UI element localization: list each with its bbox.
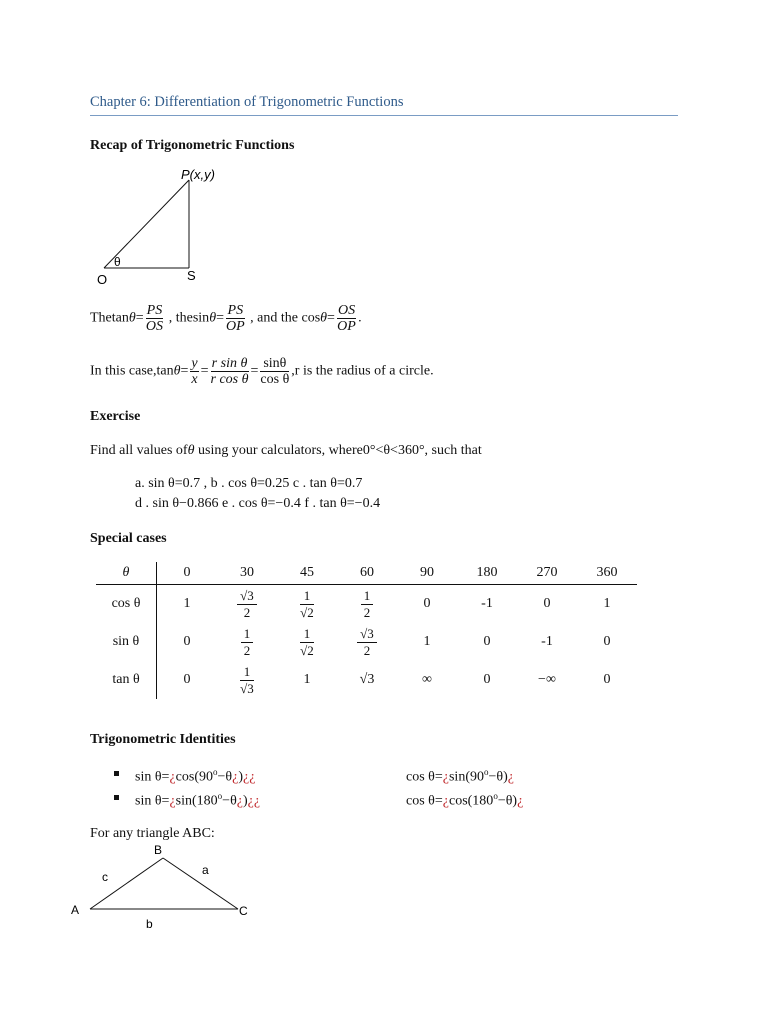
id-part: cos(90	[175, 769, 213, 785]
table-cell: 1	[303, 672, 311, 687]
table-cell: −∞	[538, 672, 556, 687]
id-mark: ¿	[517, 793, 524, 809]
cell-fraction: $\frac{1}{√3}$	[240, 663, 254, 696]
identity-3	[135, 791, 260, 810]
table-header-row	[96, 562, 637, 585]
eq-sign: =	[216, 310, 224, 326]
cos-word: cos	[301, 310, 321, 326]
frac-y-x	[190, 356, 198, 387]
table-row-label: sin θ	[96, 623, 157, 661]
table-row-label: tan θ	[96, 661, 157, 699]
eq-sign: =	[327, 310, 335, 326]
recap-heading: Recap of Trigonometric Functions	[90, 138, 295, 153]
cell-fraction: $\frac{1}{2}$	[241, 626, 254, 659]
table-header-cell: 180	[457, 562, 517, 585]
exercise-prompt	[90, 443, 482, 459]
table-cell: 1	[603, 596, 611, 611]
cell-fraction: $\frac{√3}{2}$	[357, 626, 377, 659]
id-mark: ¿	[249, 769, 256, 785]
side-a: a	[202, 863, 209, 877]
frac-den: x	[191, 372, 198, 387]
frac-os-op	[337, 303, 356, 334]
id-part: sin(90	[448, 769, 484, 785]
prompt-a: Find all values of	[90, 443, 188, 458]
special-heading: Special cases	[90, 531, 167, 546]
case-tail: ,r is the radius of a circle.	[291, 363, 434, 379]
id-mark: ¿	[243, 769, 250, 785]
table-cell: 1	[423, 634, 431, 649]
frac-num: sinθ	[260, 356, 289, 372]
comma-the: , the	[168, 310, 193, 326]
table-header-cell: θ	[96, 562, 157, 585]
degree-sup: o	[217, 791, 223, 801]
id-part: −θ	[217, 769, 233, 785]
label-theta: θ	[114, 255, 121, 269]
cell-fraction: $\frac{1}{2}$	[361, 588, 374, 621]
exercise-line-1: a. sin θ=0.7 , b . cos θ=0.25 c . tan θ=0.7	[135, 476, 363, 491]
special-cases-table	[96, 562, 637, 699]
right-triangle-figure	[90, 165, 230, 290]
id-mark: ¿	[253, 793, 261, 809]
tan-word: tan	[111, 310, 129, 326]
frac-num: r sin θ	[211, 356, 248, 371]
case-line: In this case,tanθ= $\frac{y}{x}$ = $\frac{\text{r sin θ}}{\text{r cos θ}}$ = $\frac{\sin\theta}{\text{cos θ}}$ ,r is the radius of a circle.	[90, 356, 434, 387]
table-cell	[337, 585, 397, 624]
label-s: S	[187, 268, 196, 283]
table-header-cell: 360	[577, 562, 637, 585]
degree-sup: o	[483, 767, 489, 777]
table-cell: 0	[603, 672, 611, 687]
degree-sup: o	[493, 791, 498, 801]
id-mark: ¿	[169, 793, 176, 809]
table-row	[96, 585, 637, 624]
tan-word: tan	[156, 363, 174, 379]
table-cell: 0	[183, 672, 191, 687]
label-p: P(x,y)	[181, 167, 215, 182]
frac-ps-os	[146, 303, 164, 334]
table-cell	[217, 623, 277, 661]
identities-heading: Trigonometric Identities	[90, 732, 236, 747]
table-header-cell: 90	[397, 562, 457, 585]
id-mark: ¿	[442, 793, 449, 809]
triangle-abc-figure	[66, 840, 266, 935]
cell-fraction: $\frac{√3}{2}$	[237, 588, 257, 621]
theta-sym: θ	[187, 443, 195, 458]
title-rule	[90, 115, 678, 116]
id-part: −θ)	[488, 769, 508, 785]
id-mark: ¿	[169, 769, 176, 785]
theta-sym: θ	[209, 310, 217, 326]
case-lead: In this case,	[90, 363, 157, 379]
frac-den: OP	[225, 319, 245, 334]
table-cell	[217, 585, 277, 624]
identity-1	[135, 767, 255, 786]
period: .	[358, 310, 362, 326]
table-cell	[277, 585, 337, 624]
id-part: sin θ=	[135, 769, 170, 785]
side-c: c	[102, 870, 108, 884]
the-text: The	[90, 310, 112, 326]
table-cell	[277, 623, 337, 661]
table-row-label: cos θ	[96, 585, 157, 624]
id-mark: ¿	[442, 769, 449, 785]
table-header-cell: 0	[157, 562, 218, 585]
frac-den: cos θ	[260, 372, 290, 387]
frac-rsin-rcos	[211, 356, 249, 387]
table-cell: 0	[543, 596, 551, 611]
table-cell: 0	[423, 596, 431, 611]
id-part: cos θ=	[406, 793, 443, 809]
id-part: −θ	[222, 793, 237, 809]
table-row	[96, 661, 637, 699]
theta-sym: θ	[128, 310, 136, 326]
id-part: )	[243, 793, 248, 809]
id-part: cos θ=	[406, 769, 443, 785]
prompt-c: , such that	[424, 443, 482, 458]
table-cell: ∞	[422, 672, 432, 687]
and-the: , and the	[250, 310, 298, 326]
frac-num: PS	[227, 303, 244, 318]
table-cell: 0	[483, 634, 491, 649]
table-header-cell: 270	[517, 562, 577, 585]
table-cell	[217, 661, 277, 699]
frac-num: y	[191, 356, 198, 371]
table-cell: -1	[541, 634, 553, 649]
exercise-heading: Exercise	[90, 409, 141, 424]
degree-sup: o	[213, 767, 218, 777]
id-part: )	[238, 769, 243, 785]
eq-sign: =	[135, 310, 144, 326]
cell-fraction: $\frac{1}{√2}$	[300, 625, 314, 658]
exercise-line-2: d . sin θ−0.866 e . cos θ=−0.4 f . tan θ=−0.4	[135, 496, 381, 511]
table-header-cell: 30	[217, 562, 277, 585]
table-cell: 0	[483, 672, 491, 687]
cell-fraction: $\frac{1}{√2}$	[300, 587, 314, 620]
table-cell: 0	[603, 634, 611, 649]
angle-range: 0°<θ<360°	[362, 443, 425, 458]
frac-sin-cos	[260, 356, 289, 387]
table-cell: 1	[183, 596, 191, 611]
frac-num: PS	[146, 303, 163, 318]
id-part: sin(180	[175, 793, 218, 809]
bullet-1	[114, 771, 119, 776]
frac-den: OP	[337, 319, 356, 334]
identity-4	[406, 791, 523, 810]
id-part: sin θ=	[135, 793, 170, 809]
identity-2	[406, 767, 514, 786]
frac-num: OS	[337, 303, 356, 318]
vertex-a: A	[71, 903, 80, 917]
id-mark: ¿	[507, 769, 514, 785]
frac-ps-op	[226, 303, 245, 334]
sin-word: sin	[192, 310, 210, 326]
table-cell: -1	[481, 596, 493, 611]
prompt-b: using your calculators, where	[194, 443, 363, 458]
theta-sym: θ	[320, 310, 328, 326]
id-part: cos(180	[448, 793, 494, 809]
id-mark: ¿	[247, 793, 254, 809]
vertex-b: B	[154, 843, 163, 857]
theta-sym: θ	[173, 363, 181, 379]
vertex-c: C	[239, 904, 248, 918]
ratio-definitions	[90, 303, 362, 334]
id-part: −θ)	[497, 793, 518, 809]
label-o: O	[97, 272, 108, 287]
frac-den: OS	[145, 319, 164, 334]
bullet-2	[114, 795, 119, 800]
chapter-title: Chapter 6: Differentiation of Trigonometric Functions	[90, 94, 404, 110]
table-cell	[337, 623, 397, 661]
table-header-cell: 45	[277, 562, 337, 585]
side-b: b	[146, 917, 153, 931]
table-cell: 0	[183, 634, 191, 649]
id-mark: ¿	[232, 769, 239, 785]
table-header-cell: 60	[337, 562, 397, 585]
table-row	[96, 623, 637, 661]
frac-den: r cos θ	[210, 372, 249, 387]
triangle-lead: For any triangle ABC:	[90, 826, 215, 841]
id-mark: ¿	[236, 793, 243, 809]
table-cell: √3	[359, 672, 375, 687]
